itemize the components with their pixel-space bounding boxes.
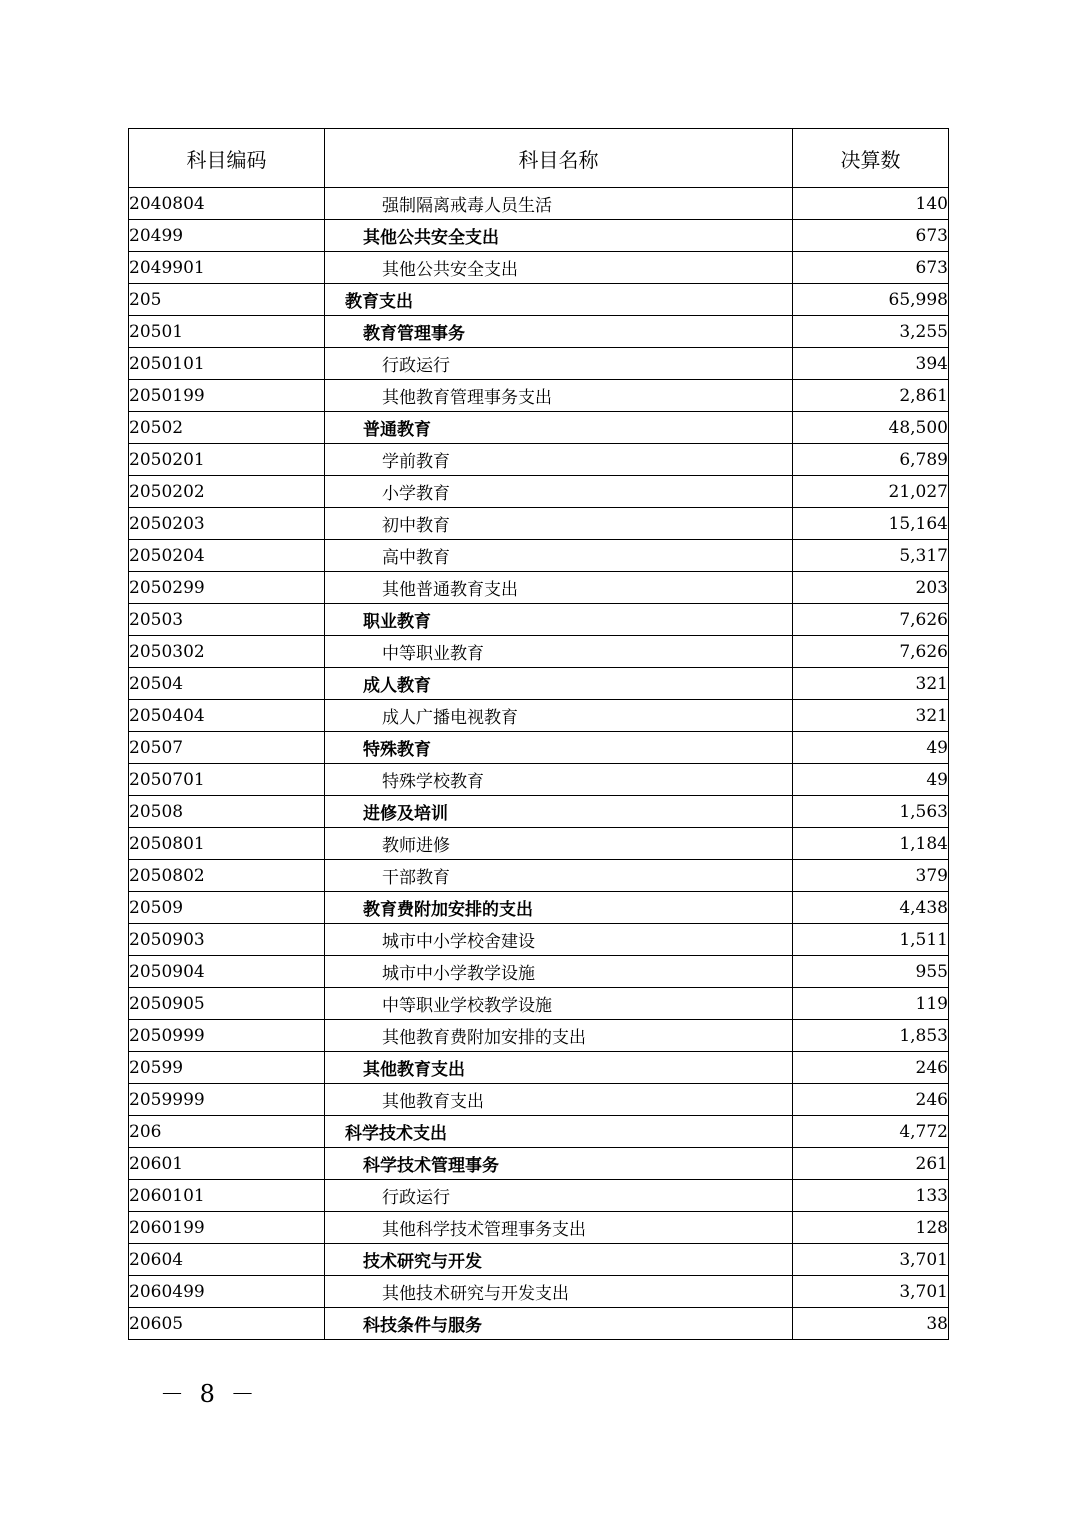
cell-code: 20503	[129, 604, 325, 636]
cell-code: 2050404	[129, 700, 325, 732]
cell-name: 干部教育	[325, 860, 793, 892]
cell-name: 教育费附加安排的支出	[325, 892, 793, 924]
cell-code: 2060101	[129, 1180, 325, 1212]
cell-name: 其他教育支出	[325, 1084, 793, 1116]
header-code: 科目编码	[129, 129, 325, 188]
cell-name: 其他教育管理事务支出	[325, 380, 793, 412]
cell-amount: 65,998	[793, 284, 949, 316]
cell-name: 高中教育	[325, 540, 793, 572]
cell-code: 2050201	[129, 444, 325, 476]
cell-name: 小学教育	[325, 476, 793, 508]
cell-name: 技术研究与开发	[325, 1244, 793, 1276]
cell-code: 2060499	[129, 1276, 325, 1308]
cell-name: 成人广播电视教育	[325, 700, 793, 732]
cell-name: 进修及培训	[325, 796, 793, 828]
cell-amount: 394	[793, 348, 949, 380]
cell-amount: 321	[793, 668, 949, 700]
cell-code: 20601	[129, 1148, 325, 1180]
cell-amount: 3,701	[793, 1244, 949, 1276]
cell-name: 其他普通教育支出	[325, 572, 793, 604]
cell-amount: 955	[793, 956, 949, 988]
table-row	[129, 604, 949, 636]
cell-code: 2040804	[129, 188, 325, 220]
cell-name: 科学技术管理事务	[325, 1148, 793, 1180]
table-row	[129, 828, 949, 860]
cell-code: 20509	[129, 892, 325, 924]
table-row	[129, 1116, 949, 1148]
cell-name: 教师进修	[325, 828, 793, 860]
table-row	[129, 508, 949, 540]
cell-name: 特殊学校教育	[325, 764, 793, 796]
cell-name: 普通教育	[325, 412, 793, 444]
table-row	[129, 572, 949, 604]
cell-code: 20502	[129, 412, 325, 444]
table-body	[129, 188, 949, 1340]
cell-name: 成人教育	[325, 668, 793, 700]
cell-name: 科技条件与服务	[325, 1308, 793, 1340]
cell-amount: 48,500	[793, 412, 949, 444]
table-row	[129, 1244, 949, 1276]
cell-name: 中等职业教育	[325, 636, 793, 668]
table-row	[129, 1084, 949, 1116]
table-row	[129, 252, 949, 284]
cell-code: 20499	[129, 220, 325, 252]
table-row	[129, 700, 949, 732]
cell-name: 强制隔离戒毒人员生活	[325, 188, 793, 220]
cell-name: 教育管理事务	[325, 316, 793, 348]
cell-code: 2050299	[129, 572, 325, 604]
cell-amount: 1,184	[793, 828, 949, 860]
cell-code: 2050203	[129, 508, 325, 540]
table-row	[129, 860, 949, 892]
table-row	[129, 1148, 949, 1180]
cell-amount: 379	[793, 860, 949, 892]
table-row	[129, 380, 949, 412]
cell-amount: 673	[793, 220, 949, 252]
cell-code: 20605	[129, 1308, 325, 1340]
table-row	[129, 348, 949, 380]
table-row	[129, 540, 949, 572]
table-row	[129, 444, 949, 476]
cell-amount: 140	[793, 188, 949, 220]
cell-code: 206	[129, 1116, 325, 1148]
cell-code: 2050202	[129, 476, 325, 508]
cell-amount: 128	[793, 1212, 949, 1244]
cell-amount: 5,317	[793, 540, 949, 572]
cell-name: 中等职业学校教学设施	[325, 988, 793, 1020]
cell-name: 特殊教育	[325, 732, 793, 764]
cell-amount: 6,789	[793, 444, 949, 476]
cell-name: 初中教育	[325, 508, 793, 540]
cell-amount: 3,701	[793, 1276, 949, 1308]
page-number: － 8 －	[160, 1380, 259, 1408]
cell-amount: 49	[793, 732, 949, 764]
cell-code: 20599	[129, 1052, 325, 1084]
table-row	[129, 1276, 949, 1308]
table-row	[129, 636, 949, 668]
cell-amount: 1,853	[793, 1020, 949, 1052]
table-row	[129, 1180, 949, 1212]
cell-name: 城市中小学校舍建设	[325, 924, 793, 956]
table-row	[129, 892, 949, 924]
cell-code: 20508	[129, 796, 325, 828]
cell-code: 205	[129, 284, 325, 316]
cell-amount: 246	[793, 1052, 949, 1084]
cell-code: 2050903	[129, 924, 325, 956]
cell-name: 其他教育支出	[325, 1052, 793, 1084]
cell-amount: 2,861	[793, 380, 949, 412]
cell-amount: 133	[793, 1180, 949, 1212]
cell-name: 其他技术研究与开发支出	[325, 1276, 793, 1308]
cell-amount: 7,626	[793, 604, 949, 636]
cell-code: 2050802	[129, 860, 325, 892]
cell-name: 其他教育费附加安排的支出	[325, 1020, 793, 1052]
cell-code: 20604	[129, 1244, 325, 1276]
cell-amount: 119	[793, 988, 949, 1020]
table-header-row	[129, 129, 949, 188]
cell-amount: 673	[793, 252, 949, 284]
cell-amount: 4,772	[793, 1116, 949, 1148]
table-row	[129, 988, 949, 1020]
table-row	[129, 956, 949, 988]
table-row	[129, 1052, 949, 1084]
table-row	[129, 316, 949, 348]
cell-code: 2060199	[129, 1212, 325, 1244]
table-row	[129, 1020, 949, 1052]
cell-code: 2059999	[129, 1084, 325, 1116]
cell-name: 行政运行	[325, 1180, 793, 1212]
cell-code: 20501	[129, 316, 325, 348]
cell-code: 2050904	[129, 956, 325, 988]
cell-amount: 203	[793, 572, 949, 604]
cell-amount: 261	[793, 1148, 949, 1180]
table-row	[129, 188, 949, 220]
cell-code: 2050701	[129, 764, 325, 796]
table-row	[129, 1308, 949, 1340]
cell-name: 其他科学技术管理事务支出	[325, 1212, 793, 1244]
cell-code: 2049901	[129, 252, 325, 284]
table-row	[129, 284, 949, 316]
cell-code: 20507	[129, 732, 325, 764]
cell-code: 2050199	[129, 380, 325, 412]
cell-code: 2050101	[129, 348, 325, 380]
table-row	[129, 764, 949, 796]
cell-name: 科学技术支出	[325, 1116, 793, 1148]
cell-name: 教育支出	[325, 284, 793, 316]
header-name: 科目名称	[325, 129, 793, 188]
cell-amount: 321	[793, 700, 949, 732]
cell-amount: 4,438	[793, 892, 949, 924]
table-row	[129, 1212, 949, 1244]
header-amount: 决算数	[793, 129, 949, 188]
cell-name: 学前教育	[325, 444, 793, 476]
table-row	[129, 924, 949, 956]
cell-name: 职业教育	[325, 604, 793, 636]
budget-table	[128, 128, 949, 1340]
table-row	[129, 220, 949, 252]
table-row	[129, 412, 949, 444]
cell-code: 2050999	[129, 1020, 325, 1052]
cell-amount: 246	[793, 1084, 949, 1116]
cell-amount: 1,511	[793, 924, 949, 956]
cell-amount: 1,563	[793, 796, 949, 828]
cell-code: 2050905	[129, 988, 325, 1020]
cell-code: 20504	[129, 668, 325, 700]
cell-code: 2050302	[129, 636, 325, 668]
cell-amount: 38	[793, 1308, 949, 1340]
cell-amount: 21,027	[793, 476, 949, 508]
cell-name: 行政运行	[325, 348, 793, 380]
cell-name: 其他公共安全支出	[325, 220, 793, 252]
cell-code: 2050801	[129, 828, 325, 860]
cell-amount: 49	[793, 764, 949, 796]
cell-name: 其他公共安全支出	[325, 252, 793, 284]
cell-amount: 3,255	[793, 316, 949, 348]
table-row	[129, 476, 949, 508]
cell-code: 2050204	[129, 540, 325, 572]
cell-name: 城市中小学教学设施	[325, 956, 793, 988]
table-row	[129, 732, 949, 764]
cell-amount: 7,626	[793, 636, 949, 668]
table-row	[129, 668, 949, 700]
table-row	[129, 796, 949, 828]
cell-amount: 15,164	[793, 508, 949, 540]
